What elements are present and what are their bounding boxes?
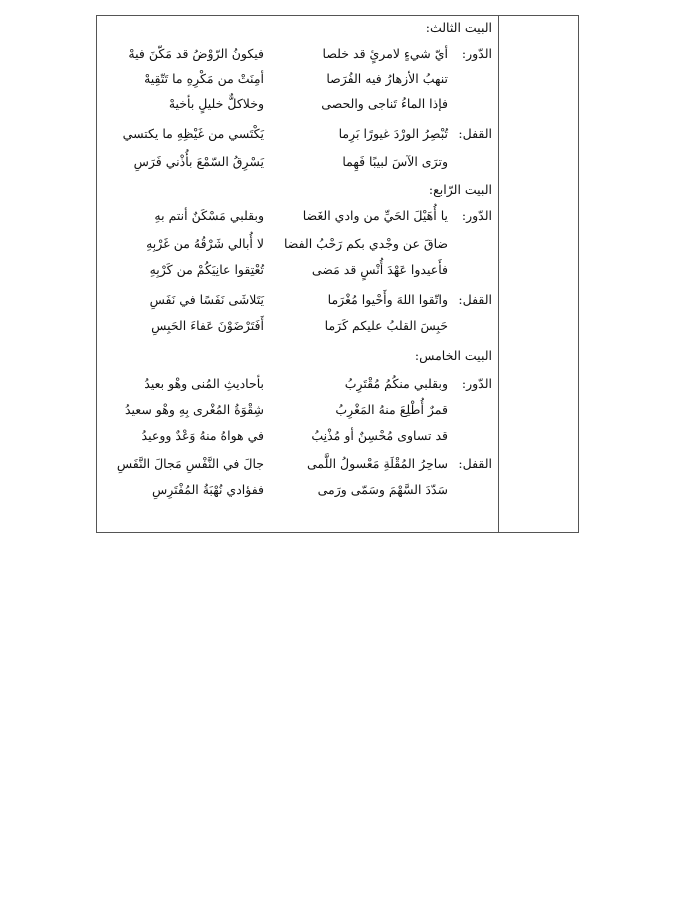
stanza5-qufl-label: القفل: bbox=[458, 456, 492, 471]
stanza4-qufl-2-a: حَبِسَ القلبُ عليكم كَرَما bbox=[324, 318, 448, 333]
stanza3-qufl-1-a: تُبْصِرُ الورْدَ غيورًا بَرِما bbox=[338, 126, 448, 141]
stanza3-qufl-2-b: يَسْرِقُ السّمْعَ بأُذْني فَرَسِ bbox=[133, 154, 264, 169]
stanza3-heading: البيت الثالث: bbox=[425, 20, 492, 35]
stanza4-dawr-1-b: وبقلبي مَسْكَنٌ أنتم بهِ bbox=[154, 208, 264, 223]
stanza4-heading: البيت الرّابع: bbox=[428, 182, 492, 197]
stanza4-dawr-label: الدّور: bbox=[461, 208, 492, 223]
stanza5-dawr-2-a: قمرٌ أُطْلِعَ منهُ المَغْرِبُ bbox=[335, 402, 448, 417]
stanza5-dawr-3-b: في هواهُ منهُ وَعْدٌ ووعيدُ bbox=[141, 428, 264, 443]
stanza3-dawr-1-b: فيكونُ الرّوْضُ قد مَكّنَ فيهْ bbox=[128, 46, 264, 61]
stanza5-dawr-1-a: وبقلبي منكُمُ مُقْتَرِبُ bbox=[344, 376, 448, 391]
stanza3-dawr-2-b: أمِنَتْ من مَكْرِهِ ما تَتّقِيهْ bbox=[144, 71, 264, 86]
stanza5-dawr-label: الدّور: bbox=[461, 376, 492, 391]
stanza4-dawr-3-a: فأَعيدوا عَهْدَ أُنْسٍ قد مَضى bbox=[311, 262, 448, 277]
poem-table bbox=[96, 15, 579, 533]
stanza4-qufl-1-a: واتّقوا اللهَ وأَحْيوا مُغْرَما bbox=[327, 292, 448, 307]
stanza5-heading: البيت الخامس: bbox=[414, 348, 492, 363]
stanza3-dawr-2-a: تنهبُ الأزهارُ فيه الفُرَصا bbox=[326, 71, 448, 86]
column-divider bbox=[498, 16, 499, 532]
stanza3-qufl-1-b: يَكْتَسي من غَيْظِهِ ما يكتسي bbox=[122, 126, 264, 141]
stanza3-dawr-label: الدّور: bbox=[461, 46, 492, 61]
stanza3-qufl-label: القفل: bbox=[458, 126, 492, 141]
stanza5-qufl-2-b: ففؤادي نُهْبَةُ المُفْتَرِسِ bbox=[152, 482, 264, 497]
stanza5-dawr-2-b: شِقْوَةُ المُغْرى بِهِ وهْو سعيدُ bbox=[124, 402, 264, 417]
stanza5-dawr-3-a: قد تساوى مُحْسِنٌ أو مُذْنِبُ bbox=[311, 428, 448, 443]
stanza5-qufl-2-a: سَدّدَ السَّهْمَ وسَمّى ورَمى bbox=[317, 482, 448, 497]
poem-cell bbox=[97, 16, 498, 532]
stanza4-qufl-1-b: يَتَلاشَى نَفَسًا في نَفَسِ bbox=[149, 292, 264, 307]
stanza3-dawr-3-b: وخلاكلٌّ خليلٍ بأخيهْ bbox=[168, 96, 264, 111]
stanza4-qufl-2-b: أَفَتَرْضَوْنَ عَفاءَ الحَبِسِ bbox=[151, 318, 264, 333]
stanza5-dawr-1-b: بأحاديثِ المُنى وهْو بعيدُ bbox=[144, 376, 264, 391]
stanza4-dawr-1-a: يا أُهَيْلَ الحَيِّ من وادي الغَضا bbox=[302, 208, 448, 223]
stanza3-dawr-3-a: فإذا الماءُ تَناجى والحصى bbox=[321, 96, 448, 111]
stanza3-qufl-2-a: وترَى الآسَ لبيبًا فَهِما bbox=[342, 154, 448, 169]
stanza3-dawr-1-a: أيّ شيءٍ لامرئٍ قد خلصا bbox=[322, 46, 448, 61]
stanza4-dawr-3-b: تُعْتِقوا عانِيَكُمْ من كَرْبِهِ bbox=[149, 262, 264, 277]
stanza4-qufl-label: القفل: bbox=[458, 292, 492, 307]
stanza4-dawr-2-b: لا أُبالي شَرْقُهُ من غَرْبِهِ bbox=[146, 236, 264, 251]
stanza5-qufl-1-a: ساحِرُ المُقْلَةِ مَعْسولُ اللَّمى bbox=[307, 456, 448, 471]
stanza5-qufl-1-b: جالَ في النَّفْسِ مَجالَ النَّفَسِ bbox=[116, 456, 264, 471]
stanza4-dawr-2-a: ضاقَ عن وجْدي بكم رَحْبُ الفضا bbox=[283, 236, 448, 251]
